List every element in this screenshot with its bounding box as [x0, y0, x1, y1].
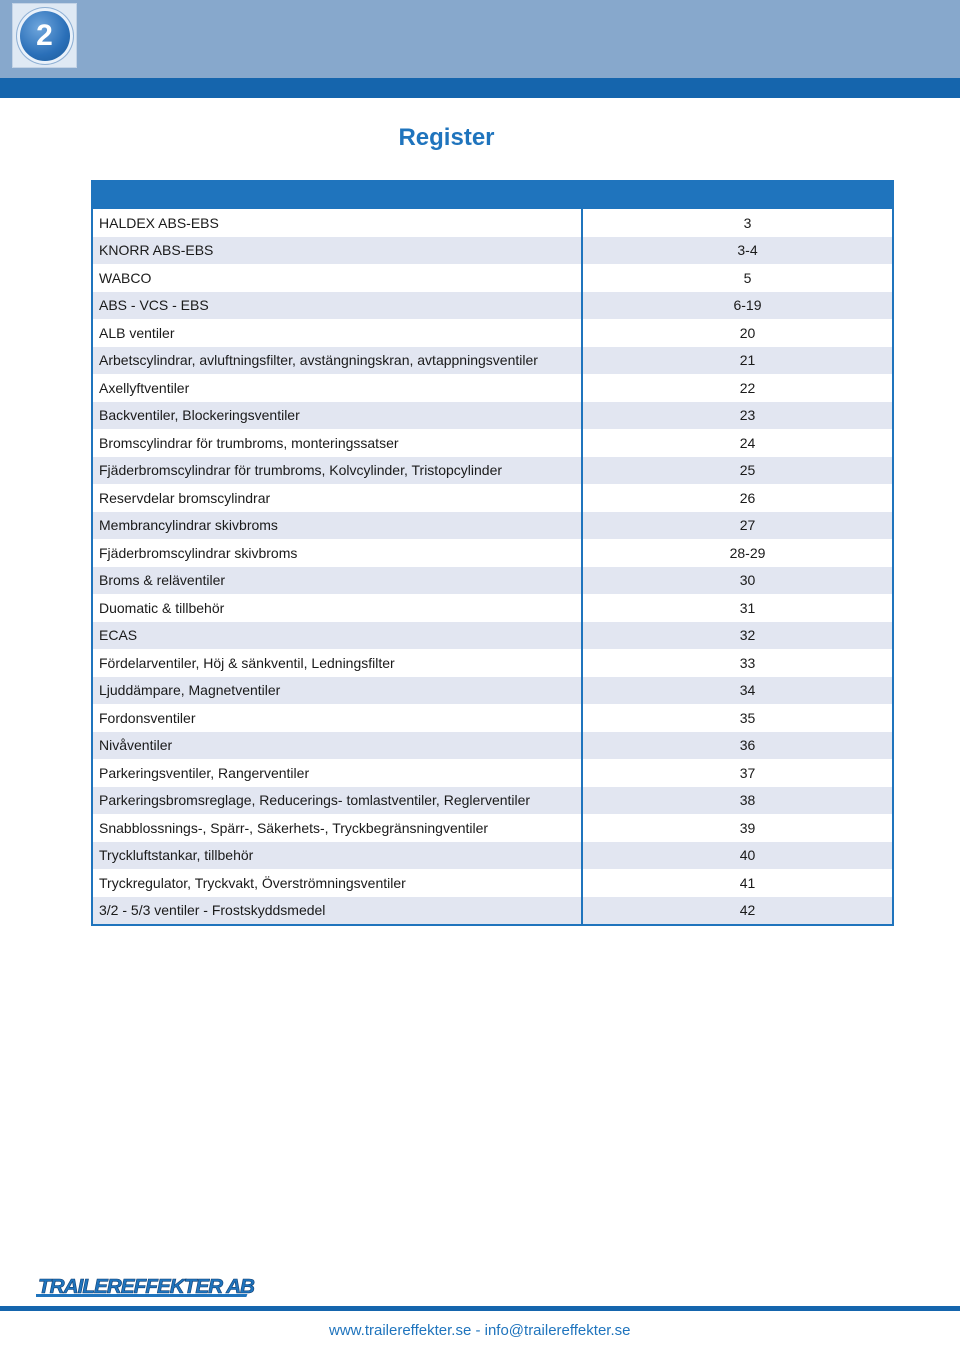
entry-label: Arbetscylindrar, avluftningsfilter, avstängningskran, avtappningsventiler — [93, 347, 583, 375]
entry-label: Fjäderbromscylindrar för trumbroms, Kolvcylinder, Tristopcylinder — [93, 457, 583, 485]
entry-label: Fjäderbromscylindrar skivbroms — [93, 539, 583, 567]
register-row — [93, 869, 892, 897]
entry-page: 5 — [743, 269, 752, 286]
entry-page: 32 — [739, 627, 756, 644]
register-row — [93, 567, 892, 595]
entry-page: 26 — [739, 489, 756, 506]
entry-label: 3/2 - 5/3 ventiler - Frostskyddsmedel — [93, 897, 583, 925]
entry-page: 42 — [739, 902, 756, 919]
entry-page: 21 — [739, 352, 756, 369]
entry-label: Fordonsventiler — [93, 704, 583, 732]
register-row — [93, 677, 892, 705]
entry-label: Tryckregulator, Tryckvakt, Överströmningsventiler — [93, 869, 583, 897]
entry-page: 6-19 — [733, 297, 762, 314]
register-row — [93, 622, 892, 650]
page-title: Register — [398, 124, 495, 151]
entry-label: WABCO — [93, 264, 583, 292]
register-row — [93, 237, 892, 265]
register-row — [93, 759, 892, 787]
entry-page: 37 — [739, 764, 756, 781]
register-row — [93, 539, 892, 567]
register-row — [93, 512, 892, 540]
entry-label: Membrancylindrar skivbroms — [93, 512, 583, 540]
register-row — [93, 402, 892, 430]
entry-label: Nivåventiler — [93, 732, 583, 760]
entry-page: 35 — [739, 709, 756, 726]
logo-text: TRAILEREFFEKTER AB — [38, 1276, 255, 1298]
entry-page: 3 — [743, 214, 752, 231]
register-row — [93, 292, 892, 320]
register-row — [93, 209, 892, 237]
entry-page: 33 — [739, 654, 756, 671]
entry-label: Broms & reläventiler — [93, 567, 583, 595]
register-row — [93, 704, 892, 732]
register-row — [93, 484, 892, 512]
register-row — [93, 374, 892, 402]
register-row — [93, 457, 892, 485]
entry-label: ALB ventiler — [93, 319, 583, 347]
entry-label: Ljuddämpare, Magnetventiler — [93, 677, 583, 705]
entry-page: 34 — [739, 682, 756, 699]
entry-page: 20 — [739, 324, 756, 341]
register-header-bar — [93, 182, 892, 209]
entry-page: 39 — [739, 819, 756, 836]
entry-page: 30 — [739, 572, 756, 589]
entry-page: 23 — [739, 407, 756, 424]
entry-label: ECAS — [93, 622, 583, 650]
company-logo — [36, 1276, 258, 1305]
entry-label: Reservdelar bromscylindrar — [93, 484, 583, 512]
register-row — [93, 732, 892, 760]
entry-page: 3-4 — [737, 242, 758, 259]
entry-label: Parkeringsventiler, Rangerventiler — [93, 759, 583, 787]
entry-label: Duomatic & tillbehör — [93, 594, 583, 622]
header-rule — [0, 78, 960, 98]
register-row — [93, 319, 892, 347]
entry-label: KNORR ABS-EBS — [93, 237, 583, 265]
entry-page: 25 — [739, 462, 756, 479]
entry-page: 40 — [739, 847, 756, 864]
entry-label: HALDEX ABS-EBS — [93, 209, 583, 237]
entry-page: 38 — [739, 792, 756, 809]
register-row — [93, 897, 892, 925]
register-row — [93, 842, 892, 870]
register-row — [93, 649, 892, 677]
register-row — [93, 787, 892, 815]
section-badge — [12, 3, 77, 68]
entry-label: Bromscylindrar för trumbroms, monteringssatser — [93, 429, 583, 457]
header-band — [0, 0, 960, 78]
register-row — [93, 429, 892, 457]
register-row — [93, 594, 892, 622]
footer-rule — [0, 1306, 960, 1311]
entry-page: 28-29 — [729, 544, 766, 561]
entry-label: Snabblossnings-, Spärr-, Säkerhets-, Tryckbegränsningventiler — [93, 814, 583, 842]
section-number: 2 — [17, 8, 73, 64]
register-table — [91, 180, 894, 926]
entry-label: Backventiler, Blockeringsventiler — [93, 402, 583, 430]
entry-label: Fördelarventiler, Höj & sänkventil, Ledningsfilter — [93, 649, 583, 677]
register-row — [93, 347, 892, 375]
entry-page: 31 — [739, 599, 756, 616]
logo-wordmark — [36, 1276, 258, 1300]
entry-label: ABS - VCS - EBS — [93, 292, 583, 320]
entry-label: Tryckluftstankar, tillbehör — [93, 842, 583, 870]
register-rows — [93, 209, 892, 924]
entry-page: 36 — [739, 737, 756, 754]
entry-page: 41 — [739, 874, 756, 891]
register-row — [93, 264, 892, 292]
entry-page: 27 — [739, 517, 756, 534]
entry-page: 24 — [739, 434, 756, 451]
register-row — [93, 814, 892, 842]
entry-label: Axellyftventiler — [93, 374, 583, 402]
footer-contact[interactable]: www.trailereffekter.se - info@trailereffekter.se — [329, 1322, 631, 1339]
entry-page: 22 — [739, 379, 756, 396]
entry-label: Parkeringsbromsreglage, Reducerings- tomlastventiler, Reglerventiler — [93, 787, 583, 815]
